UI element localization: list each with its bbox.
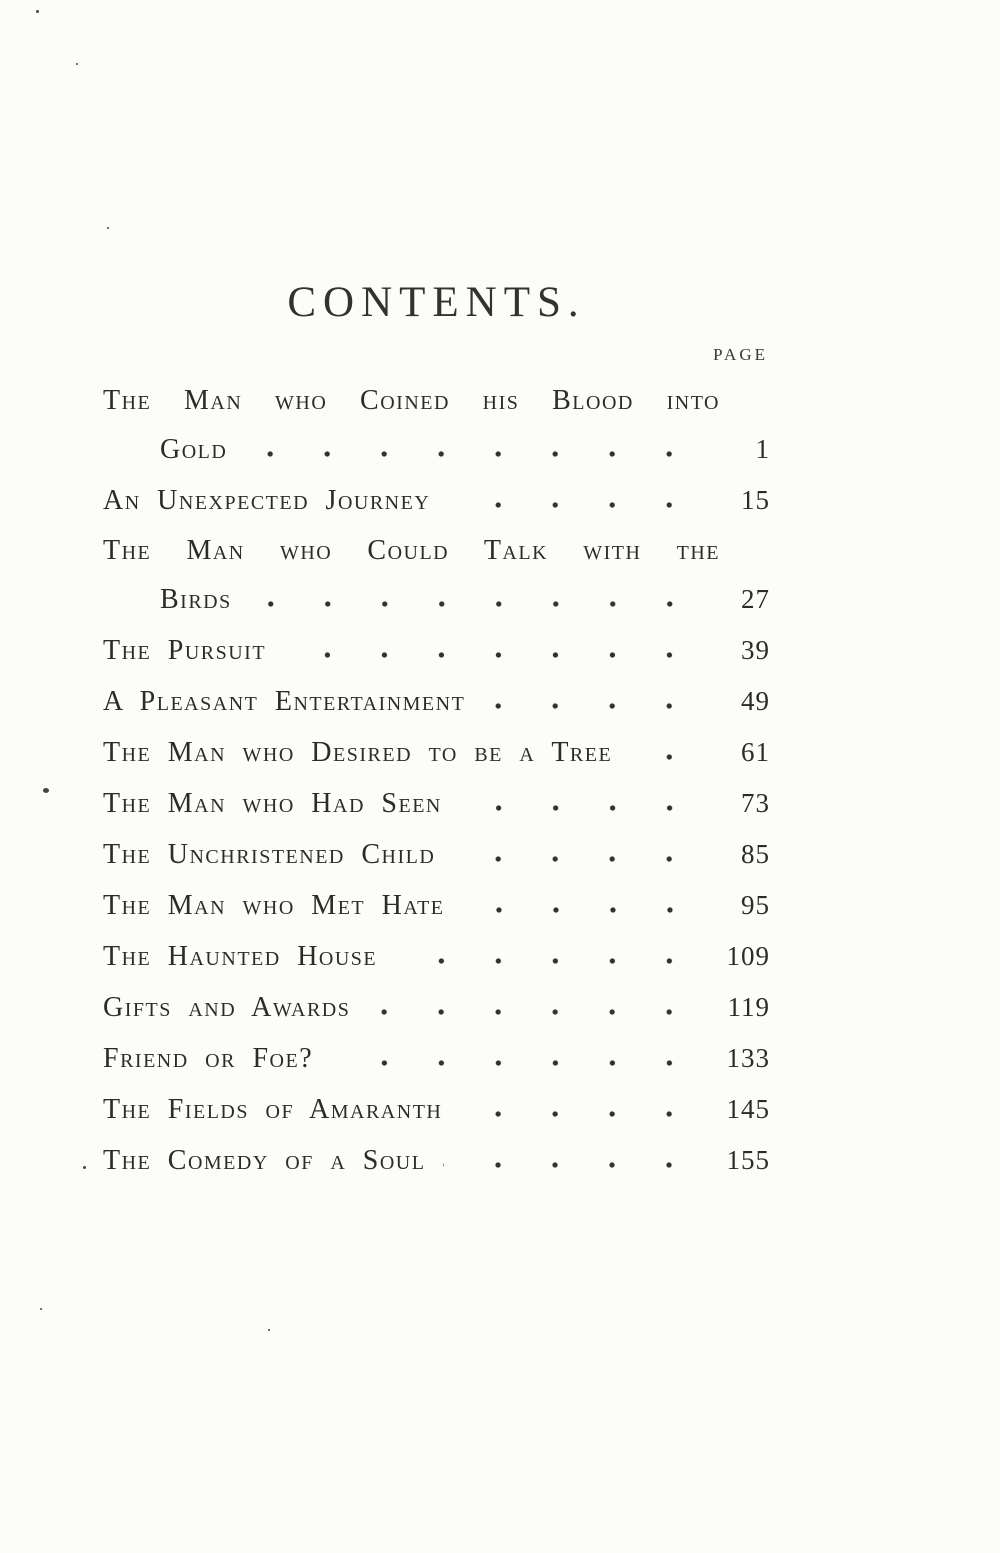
toc-entry-title: Friend or Foe? [103, 1043, 314, 1074]
toc-page-number: 61 [741, 737, 770, 767]
leader-dots [453, 855, 698, 863]
leader-dots [245, 450, 698, 458]
toc-entry-line [103, 728, 770, 776]
leader-dots [368, 1008, 698, 1016]
toc-page-number: 145 [726, 1094, 770, 1124]
toc-page-number: 73 [741, 788, 770, 818]
toc-entry [103, 728, 770, 776]
toc-list [103, 377, 770, 1184]
toc-entry [103, 527, 770, 623]
toc-entry-title: The Unchristened Child [103, 839, 436, 870]
toc-entry [103, 677, 770, 725]
toc-entry [103, 779, 770, 827]
toc-page-number: 1 [755, 434, 770, 464]
toc-entry [103, 830, 770, 878]
toc-entry-line [103, 425, 770, 473]
leader-dots [460, 804, 698, 812]
toc-page-number: 39 [741, 635, 770, 665]
toc-entry-title: Gifts and Awards [103, 992, 351, 1023]
toc-entry [103, 626, 770, 674]
page-title: CONTENTS. [287, 279, 586, 326]
leader-dots [463, 906, 698, 914]
toc-entry-line [103, 830, 770, 878]
leader-dots [395, 957, 698, 965]
toc-entry-title: The Man who Had Seen [103, 788, 442, 819]
scan-speck [76, 63, 78, 65]
scan-speck [36, 10, 39, 13]
toc-entry-title: The Man who Could Talk with the [103, 535, 720, 566]
toc-entry-title: The Fields of Amaranth [103, 1094, 443, 1125]
toc-entry-title: Birds [160, 584, 232, 615]
toc-entry-line [103, 476, 770, 524]
page-column-label: PAGE [713, 345, 768, 364]
toc-page-number: 85 [741, 839, 770, 869]
toc-entry [103, 377, 770, 473]
leader-dots [448, 501, 698, 509]
leader-dots [483, 702, 698, 710]
toc-entry-line [103, 377, 770, 425]
toc-content [103, 0, 770, 1184]
toc-page-number: 95 [741, 890, 770, 920]
toc-entry-title: Gold [160, 434, 228, 465]
toc-page-number: 109 [726, 941, 770, 971]
toc-entry-line [103, 881, 770, 929]
toc-entry-line [103, 779, 770, 827]
toc-entry-line [103, 626, 770, 674]
leader-dots [284, 651, 698, 659]
toc-entry-title: A Pleasant Entertainment [103, 686, 466, 717]
leader-dots [443, 1161, 698, 1169]
toc-entry-line [103, 677, 770, 725]
toc-page-number: 133 [726, 1043, 770, 1073]
toc-entry-title: The Man who Desired to be a Tree [103, 737, 613, 768]
toc-entry-line [103, 1136, 770, 1184]
toc-entry-title: The Pursuit [103, 635, 267, 666]
toc-entry [103, 1136, 770, 1184]
toc-entry-title: The Man who Met Hate [103, 890, 445, 921]
toc-entry-title: The Haunted House [103, 941, 378, 972]
toc-entry-line [103, 527, 770, 575]
scan-speck [268, 1329, 270, 1331]
toc-entry-title: An Unexpected Journey [103, 485, 431, 516]
toc-entry-line [103, 1034, 770, 1082]
toc-page-number: 49 [741, 686, 770, 716]
toc-page-number: 155 [726, 1145, 770, 1175]
leader-dots [250, 600, 698, 608]
scan-speck [107, 227, 109, 229]
leader-dots [460, 1110, 698, 1118]
scan-speck [40, 1308, 42, 1310]
toc-entry-line [103, 983, 770, 1031]
leader-dots [630, 753, 698, 761]
toc-entry [103, 476, 770, 524]
toc-entry [103, 1085, 770, 1133]
toc-entry-line [103, 932, 770, 980]
toc-entry-line [103, 1085, 770, 1133]
toc-entry [103, 881, 770, 929]
toc-entry-line [103, 575, 770, 623]
toc-entry-title: The Man who Coined his Blood into [103, 385, 720, 416]
toc-entry-title: The Comedy of a Soul [103, 1145, 426, 1176]
scan-speck [83, 1166, 86, 1169]
toc-page-number: 119 [727, 992, 770, 1022]
toc-entry [103, 932, 770, 980]
leader-dots [331, 1059, 698, 1067]
toc-entry [103, 1034, 770, 1082]
toc-entry [103, 983, 770, 1031]
toc-page-number: 27 [741, 584, 770, 614]
toc-page-number: 15 [741, 485, 770, 515]
scan-speck [43, 788, 49, 793]
